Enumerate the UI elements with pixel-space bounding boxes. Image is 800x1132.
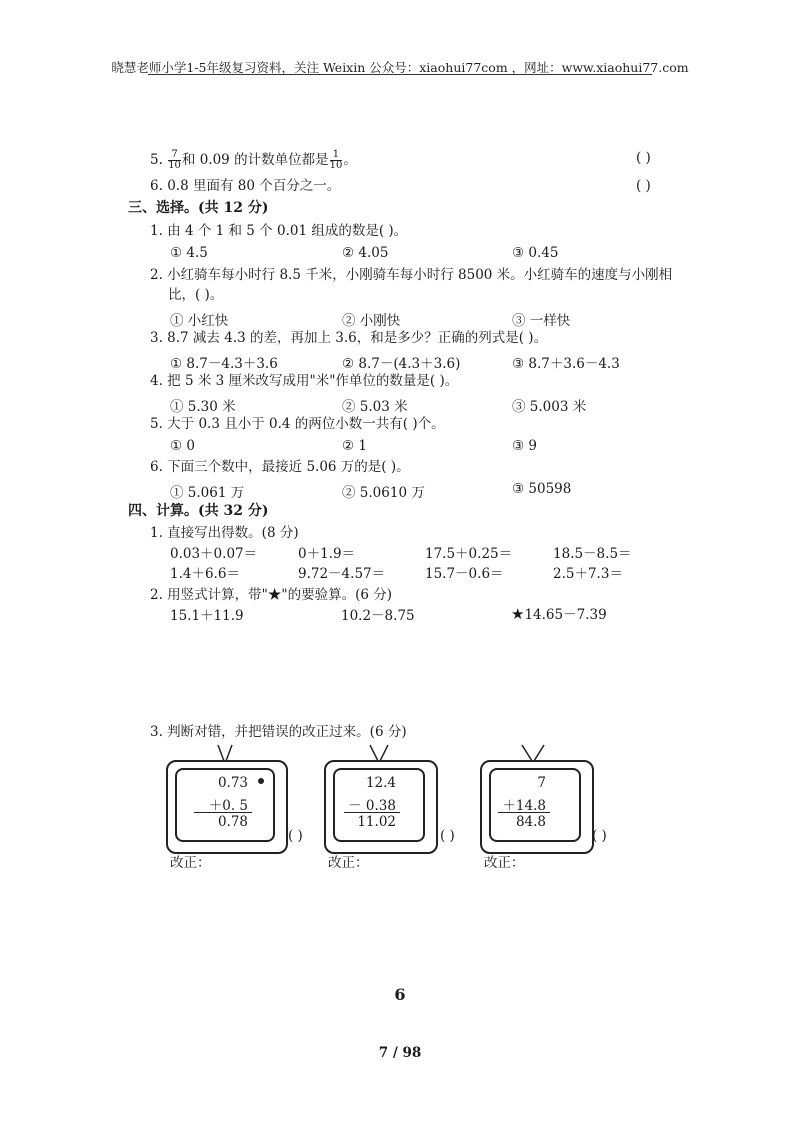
choice-question-1: 1. 由 4 个 1 和 5 个 0.01 组成的数是( )。 — [150, 223, 408, 239]
option-3-b[interactable]: ② 8.7－(4.3＋3.6) — [342, 356, 461, 372]
addend-top: 0.73 — [217, 775, 248, 791]
oral-calc-item: 2.5＋7.3＝ — [553, 566, 623, 582]
calc-q3-title: 3. 判断对错，并把错误的改正过来。(6 分) — [150, 724, 407, 740]
tv-box-1 — [166, 741, 286, 851]
answer-paren-6[interactable]: ( ) — [636, 178, 651, 194]
option-5-c[interactable]: ③ 9 — [512, 438, 537, 454]
oral-calc-item: 0＋1.9＝ — [298, 546, 356, 562]
page-index: 7 / 98 — [378, 1045, 422, 1061]
addend-top: 7 — [537, 775, 546, 791]
choice-question-3: 3. 8.7 减去 4.3 的差，再加上 3.6，和是多少？正确的列式是( )。 — [150, 330, 548, 346]
page-number: 6 — [394, 985, 406, 1004]
document-header: 晓慧老师小学1-5年级复习资料，关注 Weixin 公众号：xiaohui77com ，网址：www.xiaohui77.com — [111, 60, 689, 75]
tv-box-3 — [480, 741, 600, 851]
choice-question-5: 5. 大于 0.3 且小于 0.4 的两位小数一共有( )个。 — [150, 416, 445, 432]
oral-calc-item: 17.5＋0.25＝ — [425, 546, 513, 562]
vertical-calc-item: 10.2－8.75 — [341, 608, 415, 624]
option-5-b[interactable]: ② 1 — [342, 438, 367, 454]
knob-dot — [258, 778, 264, 784]
choice-question-4: 4. 把 5 米 3 厘米改写成用"米"作单位的数量是( )。 — [150, 373, 459, 389]
option-6-b[interactable]: ② 5.0610 万 — [342, 485, 425, 501]
option-2-a[interactable]: ① 小红快 — [170, 313, 229, 329]
calc-result: 0.78 — [217, 814, 248, 830]
calc-q1-title: 1. 直接写出得数。(8 分) — [150, 525, 299, 541]
minuend: 12.4 — [365, 775, 396, 791]
option-4-b[interactable]: ② 5.03 米 — [342, 399, 408, 415]
fraction-7-10: $\frac{7}{10}$ — [168, 149, 181, 171]
oral-calc-item: 9.72－4.57＝ — [298, 566, 386, 582]
option-1-b[interactable]: ② 4.05 — [342, 245, 389, 261]
judge-paren-2[interactable]: ( ) — [440, 828, 455, 844]
header-rule — [148, 74, 652, 75]
judge-item-6: 6. 0.8 里面有 80 个百分之一。 — [150, 178, 341, 194]
option-3-a[interactable]: ① 8.7－4.3＋3.6 — [170, 356, 278, 372]
item-text: 和 0.09 的计数单位都是 — [181, 152, 329, 168]
option-6-c[interactable]: ③ 50598 — [512, 481, 572, 497]
oral-calc-item: 18.5－8.5＝ — [553, 546, 632, 562]
star-icon: ★ — [511, 605, 525, 623]
fix-label-1: 改正： — [170, 855, 211, 871]
answer-paren-5[interactable]: ( ) — [636, 150, 651, 166]
addend-bottom: ＋0. 5 — [208, 798, 248, 814]
item-number: 5. — [150, 152, 163, 168]
oral-calc-item: 0.03＋0.07＝ — [170, 546, 258, 562]
judge-paren-3[interactable]: ( ) — [592, 828, 607, 844]
subtrahend: － 0.38 — [348, 798, 396, 814]
oral-calc-item: 15.7－0.6＝ — [425, 566, 504, 582]
calc-line — [194, 812, 252, 813]
option-1-c[interactable]: ③ 0.45 — [512, 245, 559, 261]
choice-question-2-cont: 比，( )。 — [168, 287, 224, 303]
option-4-a[interactable]: ① 5.30 米 — [170, 399, 236, 415]
oral-calc-item: 1.4＋6.6＝ — [170, 566, 240, 582]
option-1-a[interactable]: ① 4.5 — [170, 245, 208, 261]
option-4-c[interactable]: ③ 5.003 米 — [512, 399, 587, 415]
vertical-calc-item-starred: ★14.65－7.39 — [511, 605, 607, 623]
calc-result: 11.02 — [357, 814, 396, 830]
option-2-b[interactable]: ② 小刚快 — [342, 313, 401, 329]
option-2-c[interactable]: ③ 一样快 — [512, 313, 571, 329]
calc-line — [344, 812, 400, 813]
fraction-1-10: $\frac{1}{10}$ — [329, 149, 343, 171]
judge-paren-1[interactable]: ( ) — [288, 828, 303, 844]
section-3-title: 三、选择。(共 12 分) — [128, 200, 269, 216]
fix-label-3: 改正： — [484, 855, 525, 871]
addend-bottom: ＋14.8 — [502, 798, 546, 814]
section-4-title: 四、计算。(共 32 分) — [128, 503, 269, 519]
option-5-a[interactable]: ① 0 — [170, 438, 195, 454]
fix-label-2: 改正： — [328, 855, 369, 871]
choice-question-6: 6. 下面三个数中，最接近 5.06 万的是( )。 — [150, 459, 410, 475]
judge-item-5: 5. $\frac{7}{10}$ 和 0.09 的计数单位都是 $\frac{1}{10}$ 。 — [150, 149, 357, 171]
tv-box-2 — [324, 741, 444, 851]
calc-result: 84.8 — [515, 814, 546, 830]
calc-line — [498, 812, 550, 813]
calc-q2-title: 2. 用竖式计算，带"★"的要验算。(6 分) — [150, 587, 393, 603]
option-6-a[interactable]: ① 5.061 万 — [170, 485, 245, 501]
option-3-c[interactable]: ③ 8.7＋3.6－4.3 — [512, 356, 620, 372]
vertical-calc-item: 15.1＋11.9 — [170, 608, 244, 624]
choice-question-2: 2. 小红骑车每小时行 8.5 千米，小刚骑车每小时行 8500 米。小红骑车的速度与小刚相 — [150, 267, 673, 283]
